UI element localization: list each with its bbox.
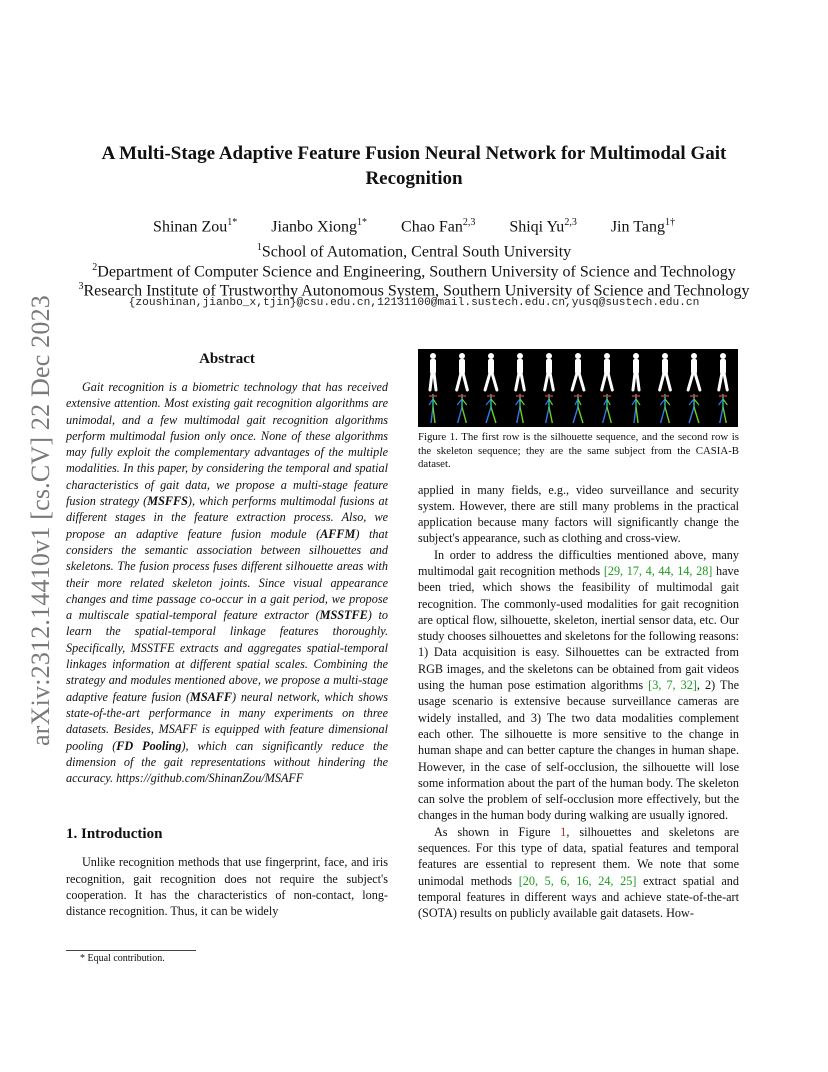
author-list (80, 217, 748, 236)
citation-link[interactable]: [20, 5, 6, 16, 24, 25] (518, 873, 637, 888)
silhouette-frame (598, 352, 616, 392)
figure-1-image (418, 349, 738, 427)
affiliation-3: $^3$Research Institute of Trustworthy Autonomous System, Southern University of Science and Technology (78, 281, 750, 300)
abstract-text: Gait recognition is a biometric technology that has received extensive attention. Most existing gait recognition algorithms are unimodal, and a few multimodal gait recognition algorithms perform multimodal fusion only once. None of these algorithms may fully exploit the complementary advantages of the multiple modalities. In this paper, by considering the temporal and spatial characteristics of gait data, we propose a multi-stage feature fusion strategy (MSFFS), which performs multimodal fusions at different stages in the feature extraction process. Also, we propose an adaptive feature fusion module (AFFM) that considers the semantic association between silhouettes and skeletons. The fusion process fuses different silhouette areas with their more related skeleton joints. Since visual appearance changes and time passage co-occur in a gait period, we propose a multiscale spatial-temporal feature extractor (MSSTFE) to learn the spatial-temporal linkage features thoroughly. Specifically, MSSTFE extracts and aggregates spatial-temporal linkages information at different spatial scales. Combining the strategy and modules mentioned above, we propose a multi-stage adaptive feature fusion (MSAFF) neural network, which shows state-of-the-art performance in many experiments on three datasets. Besides, MSAFF is equipped with feature dimensional pooling (FD Pooling), which can significantly reduce the dimension of the gait representations without hindering the accuracy. https://github.com/ShinanZou/MSAFF (66, 380, 388, 786)
arxiv-stamp (24, 284, 58, 756)
author-1: Shinan Zou$^{1*}$ (153, 217, 238, 236)
skeleton-frame (511, 391, 529, 425)
footnote: * Equal contribution. (80, 953, 165, 964)
skeleton-frame (569, 391, 587, 425)
silhouette-sequence (418, 352, 738, 392)
footnote-divider (66, 950, 196, 951)
author-emails: {zoushinan,jianbo_x,tjin}@csu.edu.cn,12131100@mail.sustech.edu.cn,yusq@sustech.edu.cn (128, 297, 700, 309)
affiliation-2: $^2$Department of Computer Science and Engineering, Southern University of Science and Technology (92, 262, 736, 281)
body-paragraph-1: applied in many fields, e.g., video surveillance and security system. However, there are still many problems in the practical application because many factors will significantly change the subject's appearance, such as clothing and cross-view. (418, 482, 739, 546)
introduction-heading: 1. Introduction (66, 826, 163, 843)
author-3: Chao Fan$^{2,3}$ (401, 217, 476, 236)
intro-paragraph: Unlike recognition methods that use fingerprint, face, and iris recognition, gait recognition does not require the subject's cooperation. It has the characteristics of non-contact, long-distance recognition. Thus, it can be widely (66, 855, 388, 919)
body-paragraph-2: In order to address the difficulties mentioned above, many multimodal gait recognition methods [29, 17, 4, 44, 14, 28] have been tried, which shows the feasibility of multimodal gait recognition. The commonly-used modalities for gait recognition are optical flow, silhouette, skeleton, inertial sensor data, etc. Our study chooses silhouettes and skeletons for the following reasons: 1) Data acquisition is easy. Silhouettes can be extracted from RGB images, and the skeletons can be obtained from gait videos using the human pose estimation algorithms [3, 7, 32], 2) The usage scenario is extensive because surveillance cameras are widely installed, and 3) The two data modalities complement each other. The silhouette is more sensitive to the change in human shape and can better capture the changes in human shape. However, in the case of self-occlusion, the silhouette will lose some information about the part of the human body. The skeleton can solve the problem of self-occlusion more effectively, but the changes in the human body during walking are usually ignored. (418, 547, 739, 823)
skeleton-frame (482, 391, 500, 425)
skeleton-frame (424, 391, 442, 425)
figure-ref-link[interactable]: 1 (560, 824, 567, 839)
paper-title: A Multi-Stage Adaptive Feature Fusion Neural Network for Multimodal Gait Recognition (101, 143, 727, 189)
skeleton-frame (627, 391, 645, 425)
silhouette-frame (540, 352, 558, 392)
skeleton-frame (656, 391, 674, 425)
skeleton-frame (598, 391, 616, 425)
silhouette-frame (685, 352, 703, 392)
author-5: Jin Tang$^{1\dagger}$ (610, 217, 675, 236)
silhouette-frame (511, 352, 529, 392)
affiliation-1: $^1$School of Automation, Central South University (256, 242, 572, 261)
figure-1-caption: Figure 1. The first row is the silhouette sequence, and the second row is the skeleton sequence; they are the same subject from the CASIA-B dataset. (418, 431, 739, 470)
skeleton-frame (685, 391, 703, 425)
skeleton-frame (453, 391, 471, 425)
skeleton-frame (714, 391, 732, 425)
body-paragraph-3: As shown in Figure 1, silhouettes and skeletons are sequences. For this type of data, spatial features and temporal features are essential to represent them. We note that some unimodal methods [20, 5, 6, 16, 24, 25] extract spatial and temporal features in different ways and achieve state-of-the-art (SOTA) results on publicly available gait datasets. How- (418, 824, 739, 921)
silhouette-frame (424, 352, 442, 392)
citation-link[interactable]: [29, 17, 4, 44, 14, 28] (603, 563, 713, 578)
arxiv-stamp-text: arXiv:2312.14410v1 [cs.CV] 22 Dec 2023 (26, 294, 55, 746)
silhouette-frame (627, 352, 645, 392)
silhouette-frame (656, 352, 674, 392)
author-2: Jianbo Xiong$^{1*}$ (271, 217, 368, 236)
skeleton-sequence (418, 391, 738, 425)
left-column (66, 349, 388, 920)
silhouette-frame (714, 352, 732, 392)
silhouette-frame (453, 352, 471, 392)
author-4: Shiqi Yu$^{2,3}$ (509, 217, 577, 236)
citation-link[interactable]: [3, 7, 32] (648, 678, 697, 693)
silhouette-frame (482, 352, 500, 392)
skeleton-frame (540, 391, 558, 425)
silhouette-frame (569, 352, 587, 392)
abstract-heading: Abstract (199, 351, 255, 367)
right-column (418, 349, 739, 922)
